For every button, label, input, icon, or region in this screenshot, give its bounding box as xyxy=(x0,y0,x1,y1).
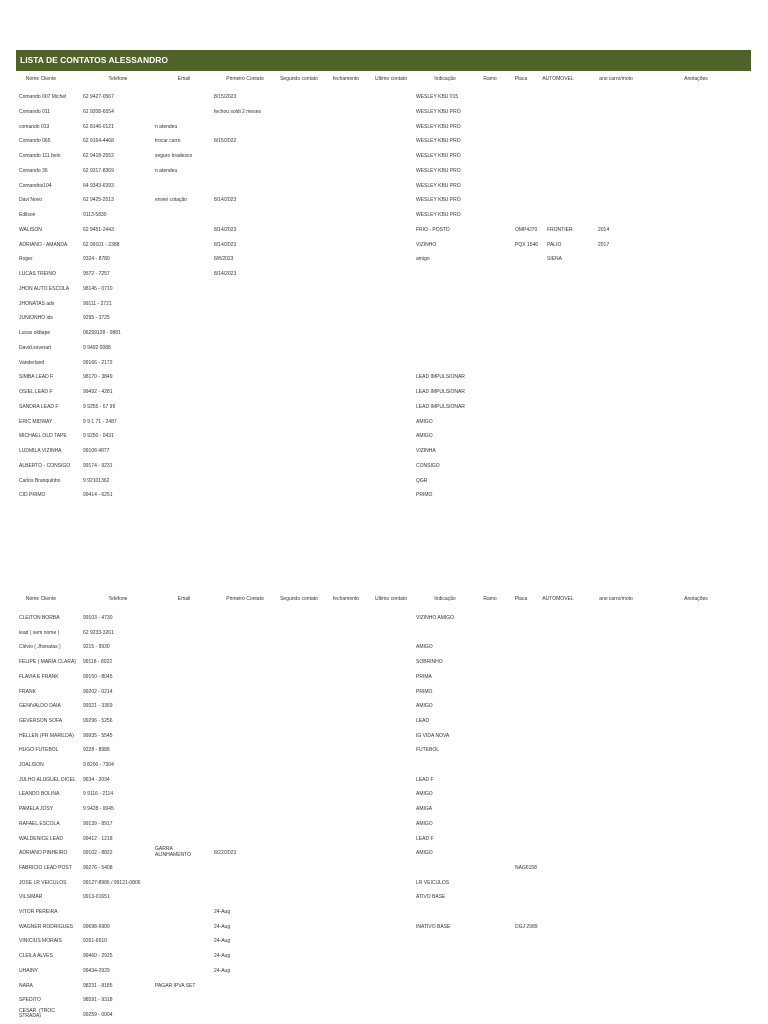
table-row xyxy=(0,106,768,119)
cell-first-contact: 8/14/2023 xyxy=(214,241,237,248)
table-row xyxy=(0,445,768,458)
cell-referral: LEAD IMPULSIONAR xyxy=(416,403,465,410)
cell-name: FLAVIA E FRANK xyxy=(19,673,59,680)
cell-referral: QGR xyxy=(416,477,428,484)
header-second-contact: Segundo contato xyxy=(280,76,318,82)
header-second-contact: Segundo contato xyxy=(280,596,318,602)
cell-name: VITOR PEREIRA xyxy=(19,909,58,915)
table-row xyxy=(0,91,768,104)
header-branch: Ramo xyxy=(483,596,497,602)
cell-name: Davi Novo xyxy=(19,197,43,204)
cell-name: CID PRIMO xyxy=(19,492,46,499)
cell-referral: WESLEY KBU PRO xyxy=(416,167,461,174)
cell-phone: 9261-6510 xyxy=(83,938,107,945)
cell-phone: 62 8146-0121 xyxy=(83,123,114,130)
cell-name: Comando 007 Michel xyxy=(19,94,67,100)
cell-first-contact: 8/15/2022 xyxy=(214,138,237,145)
cell-name: CESAR (TROC STRADA) xyxy=(19,1007,55,1020)
cell-name: SIMBA LEAD F xyxy=(19,374,54,381)
table-row xyxy=(0,371,768,384)
cell-vehicle: FRONTIER xyxy=(547,226,573,233)
cell-referral: WESLEY KBU PRO xyxy=(416,153,461,159)
cell-phone: 62 9427-0567 xyxy=(83,94,114,100)
cell-phone: 62 9425-2513 xyxy=(83,197,114,204)
cell-name: Roger xyxy=(19,256,33,263)
cell-referral: WESLEY KBU PRO xyxy=(416,123,461,130)
table-row xyxy=(0,921,768,934)
cell-email: seguro bradesco xyxy=(155,153,193,159)
cell-name: WAGNER RODRIGUES xyxy=(19,923,73,930)
table-row xyxy=(0,671,768,684)
cell-phone: 9 9492 0088 xyxy=(83,344,111,351)
table-row xyxy=(0,656,768,669)
table-header-1 xyxy=(0,73,768,85)
table-row xyxy=(0,357,768,370)
cell-phone: 62 9164-4468 xyxy=(83,138,114,145)
cell-vehicle: PALIO xyxy=(547,241,562,248)
table-row xyxy=(0,935,768,948)
cell-phone: 99414 - 6251 xyxy=(83,492,113,499)
cell-name: VILSIMAR xyxy=(19,894,43,901)
header-first-contact: Primeiro Contato xyxy=(226,76,264,82)
cell-name: JUNIONHO ids xyxy=(19,315,53,322)
cell-referral: SOBRINHO xyxy=(416,659,443,666)
table-row xyxy=(0,847,768,860)
cell-first-contact: 24-Aug xyxy=(214,938,231,945)
table-row xyxy=(0,730,768,743)
cell-vehicle-year: 2014 xyxy=(598,226,610,233)
cell-first-contact: 8/22/2023 xyxy=(214,850,237,857)
cell-phone: 99698-6900 xyxy=(83,923,110,930)
cell-name: CLEILA ALVES xyxy=(19,953,53,960)
cell-phone: 99139 - 8917 xyxy=(83,820,113,827)
header-last-contact: Ultimo contato xyxy=(375,596,407,602)
cell-phone: 9 9255 - 67 99 xyxy=(83,403,116,410)
table-row xyxy=(0,833,768,846)
header-closing: fechamento xyxy=(332,596,360,602)
cell-name: lead ( sem nome ) xyxy=(19,629,60,636)
cell-referral: AMIGO xyxy=(416,418,433,425)
cell-phone: 9634 - 2034 xyxy=(83,776,110,783)
cell-phone: 99276 - 5408 xyxy=(83,864,113,871)
header-notes: Anotações xyxy=(684,596,708,602)
table-row xyxy=(0,774,768,787)
cell-referral: CONSIGO xyxy=(416,462,440,469)
table-row xyxy=(0,700,768,713)
cell-phone: 62 9451-2443 xyxy=(83,226,114,233)
table-row xyxy=(0,194,768,207)
cell-phone: 9228 - 8988 xyxy=(83,747,110,754)
cell-referral: ATIVO BASE xyxy=(416,894,446,901)
cell-referral: VIZINHO AMIGO xyxy=(416,615,455,621)
table-row xyxy=(0,950,768,963)
table-row xyxy=(0,298,768,311)
table-row xyxy=(0,489,768,502)
cell-phone: 99166 - 2172 xyxy=(83,359,113,366)
cell-first-contact: 24-Aug xyxy=(214,923,231,930)
cell-name: LUCAS TREINO xyxy=(19,271,56,277)
cell-email: n atendeu xyxy=(155,167,178,174)
table-row xyxy=(0,416,768,429)
cell-email: n atendeu xyxy=(155,123,178,130)
cell-referral: LEAD IMPULSIONAR xyxy=(416,374,465,381)
cell-phone: 99102 - 8822 xyxy=(83,850,113,857)
table-row xyxy=(0,612,768,625)
cell-referral: WESLEY KBU PRO xyxy=(416,108,461,115)
cell-name: UHAINY xyxy=(19,967,38,974)
cell-name: PAMELA JOSY xyxy=(19,806,54,813)
table-row xyxy=(0,327,768,340)
cell-referral: AMIGO xyxy=(416,850,433,857)
cell-referral: AMIGO xyxy=(416,703,433,710)
header-referral: Indicação xyxy=(434,596,456,602)
table-row xyxy=(0,641,768,654)
header-vehicle: AUTOMOVEL xyxy=(542,596,574,602)
cell-referral: WESLEY KBU PRO xyxy=(416,212,461,218)
cell-first-contact: 8/15/2023 xyxy=(214,94,237,100)
table-row xyxy=(0,121,768,134)
cell-email: GARRA ALINHAMENTO xyxy=(155,846,192,858)
header-referral: Indicação xyxy=(434,76,456,82)
cell-name: Comando 065 xyxy=(19,138,51,145)
cell-phone: 9215 - 9930 xyxy=(83,644,110,651)
cell-phone: 9295 - 3725 xyxy=(83,315,110,322)
cell-name: David.soverart xyxy=(19,344,52,351)
cell-phone: 98591 - 9318 xyxy=(83,997,113,1004)
cell-first-contact: 24-Aug xyxy=(214,909,231,915)
cell-referral: AMIGO xyxy=(416,820,433,827)
header-notes: Anotações xyxy=(684,76,708,82)
cell-name: FABRICIO LEAD POST xyxy=(19,864,72,871)
cell-referral: AMIGO xyxy=(416,791,433,798)
table-row xyxy=(0,224,768,237)
cell-referral: VIZINHA xyxy=(416,448,436,454)
cell-phone: 9 9428 - 0045 xyxy=(83,806,114,813)
table-row xyxy=(0,715,768,728)
cell-name: FRANK xyxy=(19,688,36,695)
table-row xyxy=(0,965,768,978)
table-row xyxy=(0,268,768,281)
header-email: Email xyxy=(177,76,191,82)
cell-phone: 62 9418-2552 xyxy=(83,153,114,159)
cell-phone: 64 9343-6393 xyxy=(83,182,114,189)
header-first-contact: Primeiro Contato xyxy=(226,596,264,602)
cell-phone: 9913-01651 xyxy=(83,894,110,901)
cell-name: Vanderland xyxy=(19,359,45,366)
table-row xyxy=(0,803,768,816)
cell-name: Carlos Branquinho xyxy=(19,477,61,484)
table-row xyxy=(0,180,768,193)
cell-name: JOALISON xyxy=(19,762,44,768)
header-name: Nome Cliente xyxy=(25,596,57,602)
cell-referral: PRIMO xyxy=(416,492,433,499)
cell-phone: 99434-2929 xyxy=(83,967,110,974)
table-row xyxy=(0,759,768,772)
table-row xyxy=(0,430,768,443)
table-row xyxy=(0,994,768,1007)
cell-phone: 99174 - 9231 xyxy=(83,462,113,469)
cell-phone: 99118 - 8022 xyxy=(83,659,113,666)
table-row xyxy=(0,906,768,919)
cell-phone: 9 9250 - 0431 xyxy=(83,433,114,440)
cell-name: JOSE LR VEICULOS xyxy=(19,879,67,886)
cell-name: HUGO FUTEBOL xyxy=(19,747,59,754)
cell-phone: 9 9116 - 2114 xyxy=(83,791,114,798)
cell-first-contact: 8/14/2023 xyxy=(214,271,237,277)
cell-referral: LEAD F xyxy=(416,835,434,842)
cell-name: comando 013 xyxy=(19,123,50,130)
cell-name: HELLEN (PR MARILDA) xyxy=(19,732,74,739)
cell-referral: WESLEY KBU PRO xyxy=(416,138,461,145)
cell-name: Comando 36 xyxy=(19,167,48,174)
cell-referral: INATIVO BASE xyxy=(416,923,451,930)
cell-phone: 98170 - 3849 xyxy=(83,374,113,381)
table-row xyxy=(0,877,768,890)
table-row xyxy=(0,788,768,801)
cell-referral: AMIGO xyxy=(416,433,433,440)
table-row xyxy=(0,744,768,757)
cell-phone: 62 99101 - 2388 xyxy=(83,241,120,248)
cell-referral: WESLEY KBU PRO xyxy=(416,182,461,189)
header-plate: Placa xyxy=(514,76,528,82)
table-row xyxy=(0,980,768,993)
cell-name: Edilson xyxy=(19,212,36,218)
cell-phone: 62 9317-8369 xyxy=(83,167,114,174)
cell-first-contact: 8/14/2023 xyxy=(214,197,237,204)
cell-name: ADRIANO PINHEIRO xyxy=(19,850,68,857)
table-row xyxy=(0,862,768,875)
cell-name: RAFAEL ESCOLA xyxy=(19,820,60,827)
sheet-title: LISTA DE CONTATOS ALESSANDRO xyxy=(16,50,751,71)
table-row xyxy=(0,627,768,640)
cell-referral: LEAD IMPULSIONAR xyxy=(416,389,465,395)
cell-phone: 06299128 - 9881 xyxy=(83,330,121,336)
cell-referral: LR VEICULOS xyxy=(416,879,450,886)
cell-name: JHONATAS adv xyxy=(19,300,55,307)
cell-name: Lucas oldtape xyxy=(19,330,51,336)
cell-name: ALBERTO - CONSIGO xyxy=(19,462,71,469)
header-email: Email xyxy=(177,596,191,602)
cell-plate: DGJ 2989 xyxy=(515,923,538,930)
table-row xyxy=(0,135,768,148)
cell-name: LUDMILA VIZINHA xyxy=(19,448,62,454)
cell-phone: 98231 - 8185 xyxy=(83,982,113,989)
cell-name: Comandos104 xyxy=(19,182,52,189)
cell-email: trocar carro xyxy=(155,138,181,145)
cell-plate: OMP4J70 xyxy=(515,226,538,233)
cell-vehicle-year: 2017 xyxy=(598,241,610,248)
cell-referral: PRIMA xyxy=(416,673,432,680)
cell-referral: FUTEBOL xyxy=(416,747,440,754)
header-plate: Placa xyxy=(514,596,528,602)
cell-vehicle: SIENA xyxy=(547,256,563,263)
cell-phone: 99150 - 8045 xyxy=(83,673,113,680)
cell-referral: AMIGO xyxy=(416,644,433,651)
cell-referral: LEAD xyxy=(416,717,430,724)
cell-phone: 99111 - 2721 xyxy=(83,300,112,307)
cell-phone: 9324 - 8780 xyxy=(83,256,110,263)
cell-name: WALDENICE LEAD xyxy=(19,835,63,842)
table-row xyxy=(0,460,768,473)
cell-name: CLEITON BORBA xyxy=(19,615,60,621)
cell-plate: PQX 1546 xyxy=(515,241,539,248)
table-row xyxy=(0,401,768,414)
header-vehicle-year: ano carro/moto xyxy=(599,76,633,82)
cell-first-contact: 8/14/2023 xyxy=(214,226,237,233)
cell-email: PAGAR IPVA SET xyxy=(155,982,196,989)
cell-referral: AMIGA xyxy=(416,806,433,813)
cell-first-contact: 24-Aug xyxy=(214,953,231,960)
table-row xyxy=(0,209,768,222)
cell-referral: VIZINHO xyxy=(416,241,437,248)
table-row xyxy=(0,150,768,163)
cell-phone: 9113-5830 xyxy=(83,212,107,218)
cell-name: NARA xyxy=(19,982,33,989)
cell-referral: WESLEY KBU PRO xyxy=(416,197,461,204)
header-name: Nome Cliente xyxy=(25,76,57,82)
header-phone: Telefone xyxy=(108,76,128,82)
table-row xyxy=(0,283,768,296)
cell-phone: 9 9 1 71 - 2487 xyxy=(83,418,117,425)
cell-phone: 9 8200 - 7304 xyxy=(83,762,114,768)
cell-phone: 99296 - 5256 xyxy=(83,717,113,724)
table-row xyxy=(0,1009,768,1022)
table-row xyxy=(0,686,768,699)
cell-email: enviei cotação xyxy=(155,197,187,204)
table-row xyxy=(0,818,768,831)
cell-referral: IG VIDA NOVA xyxy=(416,732,450,739)
cell-phone: 99935 - 5545 xyxy=(83,732,113,739)
cell-name: Comando 011 xyxy=(19,108,51,115)
cell-phone: 99202 - 0214 xyxy=(83,688,113,695)
cell-phone: 9 92101362 xyxy=(83,477,110,484)
table-row xyxy=(0,386,768,399)
table-row xyxy=(0,342,768,355)
cell-referral: PRIMO xyxy=(416,688,433,695)
table-row xyxy=(0,891,768,904)
cell-phone: 99412 - 1218 xyxy=(83,835,113,842)
cell-phone: 62 9233-3261 xyxy=(83,629,114,636)
cell-name: Comando 111 belo xyxy=(19,153,61,159)
cell-phone: 99259 - 0004 xyxy=(83,1011,113,1018)
table-row xyxy=(0,239,768,252)
header-phone: Telefone xyxy=(108,596,128,602)
cell-referral: LEAD F xyxy=(416,776,434,783)
table-header-2 xyxy=(0,593,768,605)
cell-referral: amigo xyxy=(416,256,430,263)
cell-name: JULHO ALUGUEL DICEL xyxy=(19,776,76,783)
header-branch: Ramo xyxy=(483,76,497,82)
cell-first-contact: 8/8/2023 xyxy=(214,256,234,263)
cell-phone: 98145 - 0710 xyxy=(83,285,113,292)
table-row xyxy=(0,475,768,488)
cell-referral: FRIO - POSTO xyxy=(416,226,450,233)
cell-name: MICHAEL OLD TAPE xyxy=(19,433,67,440)
cell-plate: NAG6158 xyxy=(515,864,537,871)
table-row xyxy=(0,253,768,266)
table-row xyxy=(0,165,768,178)
cell-first-contact: fechou soldi 2 meses xyxy=(214,108,261,115)
cell-name: VINICIUS MORAIS xyxy=(19,938,62,945)
cell-phone: 99103 - 4730 xyxy=(83,615,113,621)
header-closing: fechamento xyxy=(332,76,360,82)
cell-name: GEVERSON SOFA xyxy=(19,717,63,724)
cell-name: SANDRA LEAD F xyxy=(19,403,59,410)
cell-referral: WESLEY KBU 015 xyxy=(416,94,459,100)
cell-phone: 99108 4877 xyxy=(83,448,110,454)
header-vehicle: AUTOMOVEL xyxy=(542,76,574,82)
table-row xyxy=(0,312,768,325)
cell-name: Clévio ( Jhonatas ) xyxy=(19,644,61,651)
cell-phone: 99460 - 2925 xyxy=(83,953,113,960)
cell-name: ADRIANO - AMANDA xyxy=(19,241,68,248)
cell-name: SPEDITO xyxy=(19,997,41,1004)
cell-phone: 99492 - 4281 xyxy=(83,389,113,395)
cell-name: ERIC MIDWAY xyxy=(19,418,53,425)
cell-name: LEANDO BOLINA xyxy=(19,791,60,798)
cell-first-contact: 24-Aug xyxy=(214,967,231,974)
cell-phone: 99127-8986 / 99121-0806 xyxy=(83,879,141,886)
cell-phone: 99321 - 3369 xyxy=(83,703,113,710)
header-last-contact: Ultimo contato xyxy=(375,76,407,82)
cell-name: FELIPE ( MARIA CLARA) xyxy=(19,659,76,666)
cell-name: OSIEL LEAD F xyxy=(19,389,53,395)
cell-phone: 62 9208-6554 xyxy=(83,108,114,115)
cell-name: GENIVALDO DAIA xyxy=(19,703,61,710)
cell-name: WALISON xyxy=(19,226,42,233)
cell-phone: 9572 - 7257 xyxy=(83,271,110,277)
cell-name: JHON AUTO ESCOLA xyxy=(19,285,70,292)
header-vehicle-year: ano carro/moto xyxy=(599,596,633,602)
